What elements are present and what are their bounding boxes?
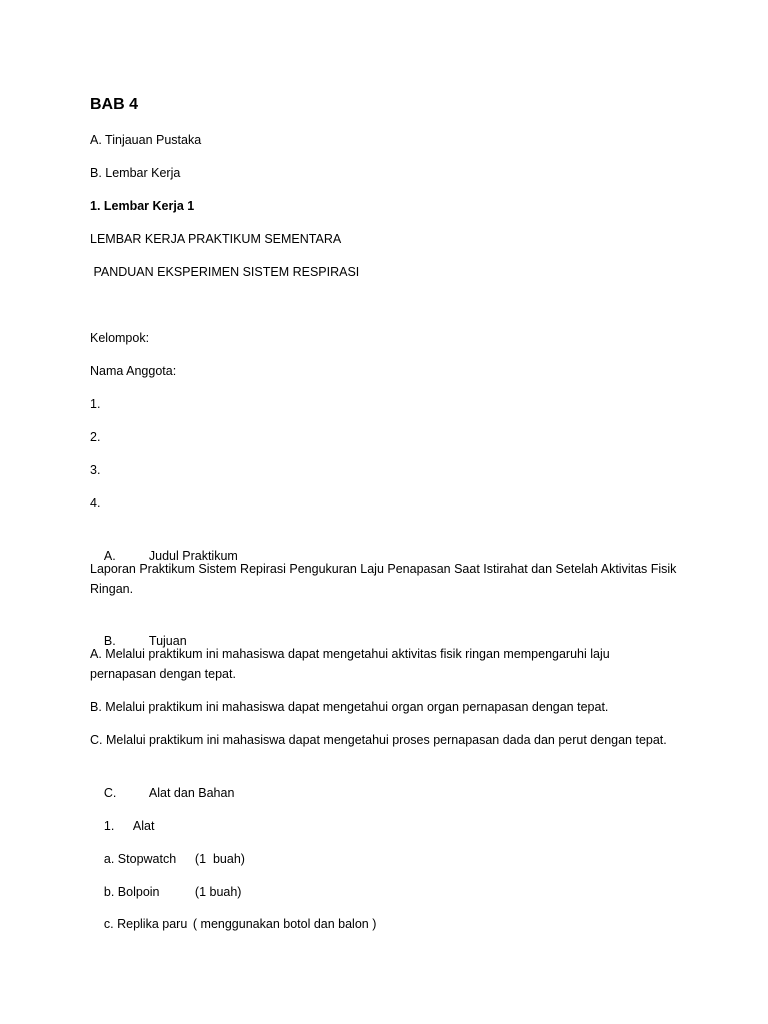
- judul-label: Judul Praktikum: [148, 549, 238, 563]
- member-number: 2.: [90, 430, 101, 444]
- member-number: 3.: [90, 463, 101, 477]
- alat-bahan-letter: C.: [103, 786, 117, 800]
- alat-label: Alat: [132, 819, 155, 833]
- tujuan-item: A. Melalui praktikum ini mahasiswa dapat mengetahui aktivitas fisik ringan mempengaruhi laju pernapasan dengan tepat.: [90, 647, 610, 681]
- section-lembar-kerja: B. Lembar Kerja: [90, 166, 181, 180]
- tujuan-label: Tujuan: [148, 634, 187, 648]
- section-tinjauan-pustaka: A. Tinjauan Pustaka: [90, 133, 202, 147]
- group-label: Kelompok:: [90, 331, 150, 345]
- tujuan-item: C. Melalui praktikum ini mahasiswa dapat mengetahui proses pernapasan dada dan perut dengan tepat.: [90, 733, 667, 747]
- alat-bahan-label: Alat dan Bahan: [148, 786, 235, 800]
- tool-item: [90, 894, 376, 954]
- alat-number: 1.: [103, 819, 115, 833]
- members-label: Nama Anggota:: [90, 364, 177, 378]
- guide-title: PANDUAN EKSPERIMEN SISTEM RESPIRASI: [90, 265, 360, 279]
- tool-quantity: (1 buah): [194, 852, 245, 866]
- tool-quantity: ( menggunakan botol dan balon ): [192, 917, 377, 931]
- member-number: 1.: [90, 397, 101, 411]
- judul-text: Laporan Praktikum Sistem Repirasi Pengukuran Laju Penapasan Saat Istirahat dan Setelah Aktivitas Fisik Ringan.: [90, 562, 677, 596]
- tool-name: c. Replika paru: [103, 917, 188, 931]
- chapter-title: BAB 4: [90, 96, 139, 113]
- tujuan-letter: B.: [103, 634, 116, 648]
- tool-name: b. Bolpoin: [103, 885, 160, 899]
- subsection-lembar-kerja-1: 1. Lembar Kerja 1: [90, 199, 195, 213]
- tool-quantity: (1 buah): [194, 885, 242, 899]
- worksheet-title: LEMBAR KERJA PRAKTIKUM SEMENTARA: [90, 232, 342, 246]
- tujuan-item: B. Melalui praktikum ini mahasiswa dapat mengetahui organ organ pernapasan dengan tepat.: [90, 700, 609, 714]
- member-number: 4.: [90, 496, 101, 510]
- judul-letter: A.: [103, 549, 116, 563]
- tool-name: a. Stopwatch: [103, 852, 177, 866]
